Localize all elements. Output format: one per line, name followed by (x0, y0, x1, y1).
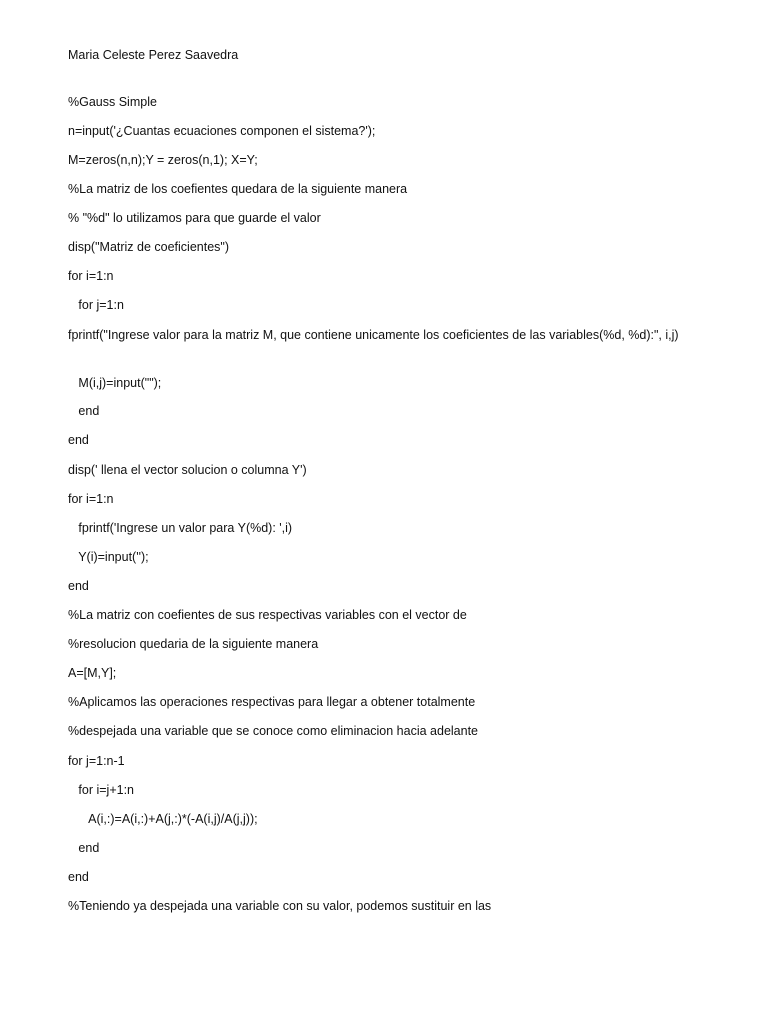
author-name: Maria Celeste Perez Saavedra (68, 48, 239, 62)
comment-line: %resolucion quedaria de la siguiente manera (68, 637, 319, 651)
code-line: fprintf("Ingrese valor para la matriz M, que contiene unicamente los coeficientes de las variables(%d, %d):", i,j) (68, 328, 679, 342)
code-line: end (68, 870, 89, 884)
code-line: disp("Matriz de coeficientes") (68, 240, 230, 254)
code-line: Y(i)=input(''); (68, 550, 149, 564)
comment-line: %Aplicamos las operaciones respectivas para llegar a obtener totalmente (68, 695, 476, 709)
code-line: end (68, 433, 89, 447)
comment-line: % "%d" lo utilizamos para que guarde el valor (68, 211, 321, 225)
code-line: M(i,j)=input(""); (68, 376, 162, 390)
code-line: M=zeros(n,n);Y = zeros(n,1); X=Y; (68, 153, 258, 167)
code-line: for i=j+1:n (68, 783, 135, 797)
code-line: for j=1:n (68, 298, 124, 312)
code-line: end (68, 404, 100, 418)
code-line: end (68, 841, 100, 855)
code-line: %Gauss Simple (68, 95, 157, 109)
code-line: end (68, 579, 89, 593)
comment-line: %despejada una variable que se conoce como eliminacion hacia adelante (68, 724, 478, 738)
code-line: disp(' llena el vector solucion o columna Y') (68, 463, 307, 477)
comment-line: %La matriz de los coefientes quedara de la siguiente manera (68, 182, 408, 196)
comment-line: %La matriz con coefientes de sus respectivas variables con el vector de (68, 608, 467, 622)
code-line: A(i,:)=A(i,:)+A(j,:)*(-A(i,j)/A(j,j)); (68, 812, 258, 826)
code-line: for j=1:n-1 (68, 754, 125, 768)
code-line: n=input('¿Cuantas ecuaciones componen el sistema?'); (68, 124, 376, 138)
comment-line: %Teniendo ya despejada una variable con su valor, podemos sustituir en las (68, 899, 492, 913)
code-line: A=[M,Y]; (68, 666, 117, 680)
code-line: for i=1:n (68, 269, 114, 283)
code-line: fprintf('Ingrese un valor para Y(%d): ',i) (68, 521, 293, 535)
code-line: for i=1:n (68, 492, 114, 506)
